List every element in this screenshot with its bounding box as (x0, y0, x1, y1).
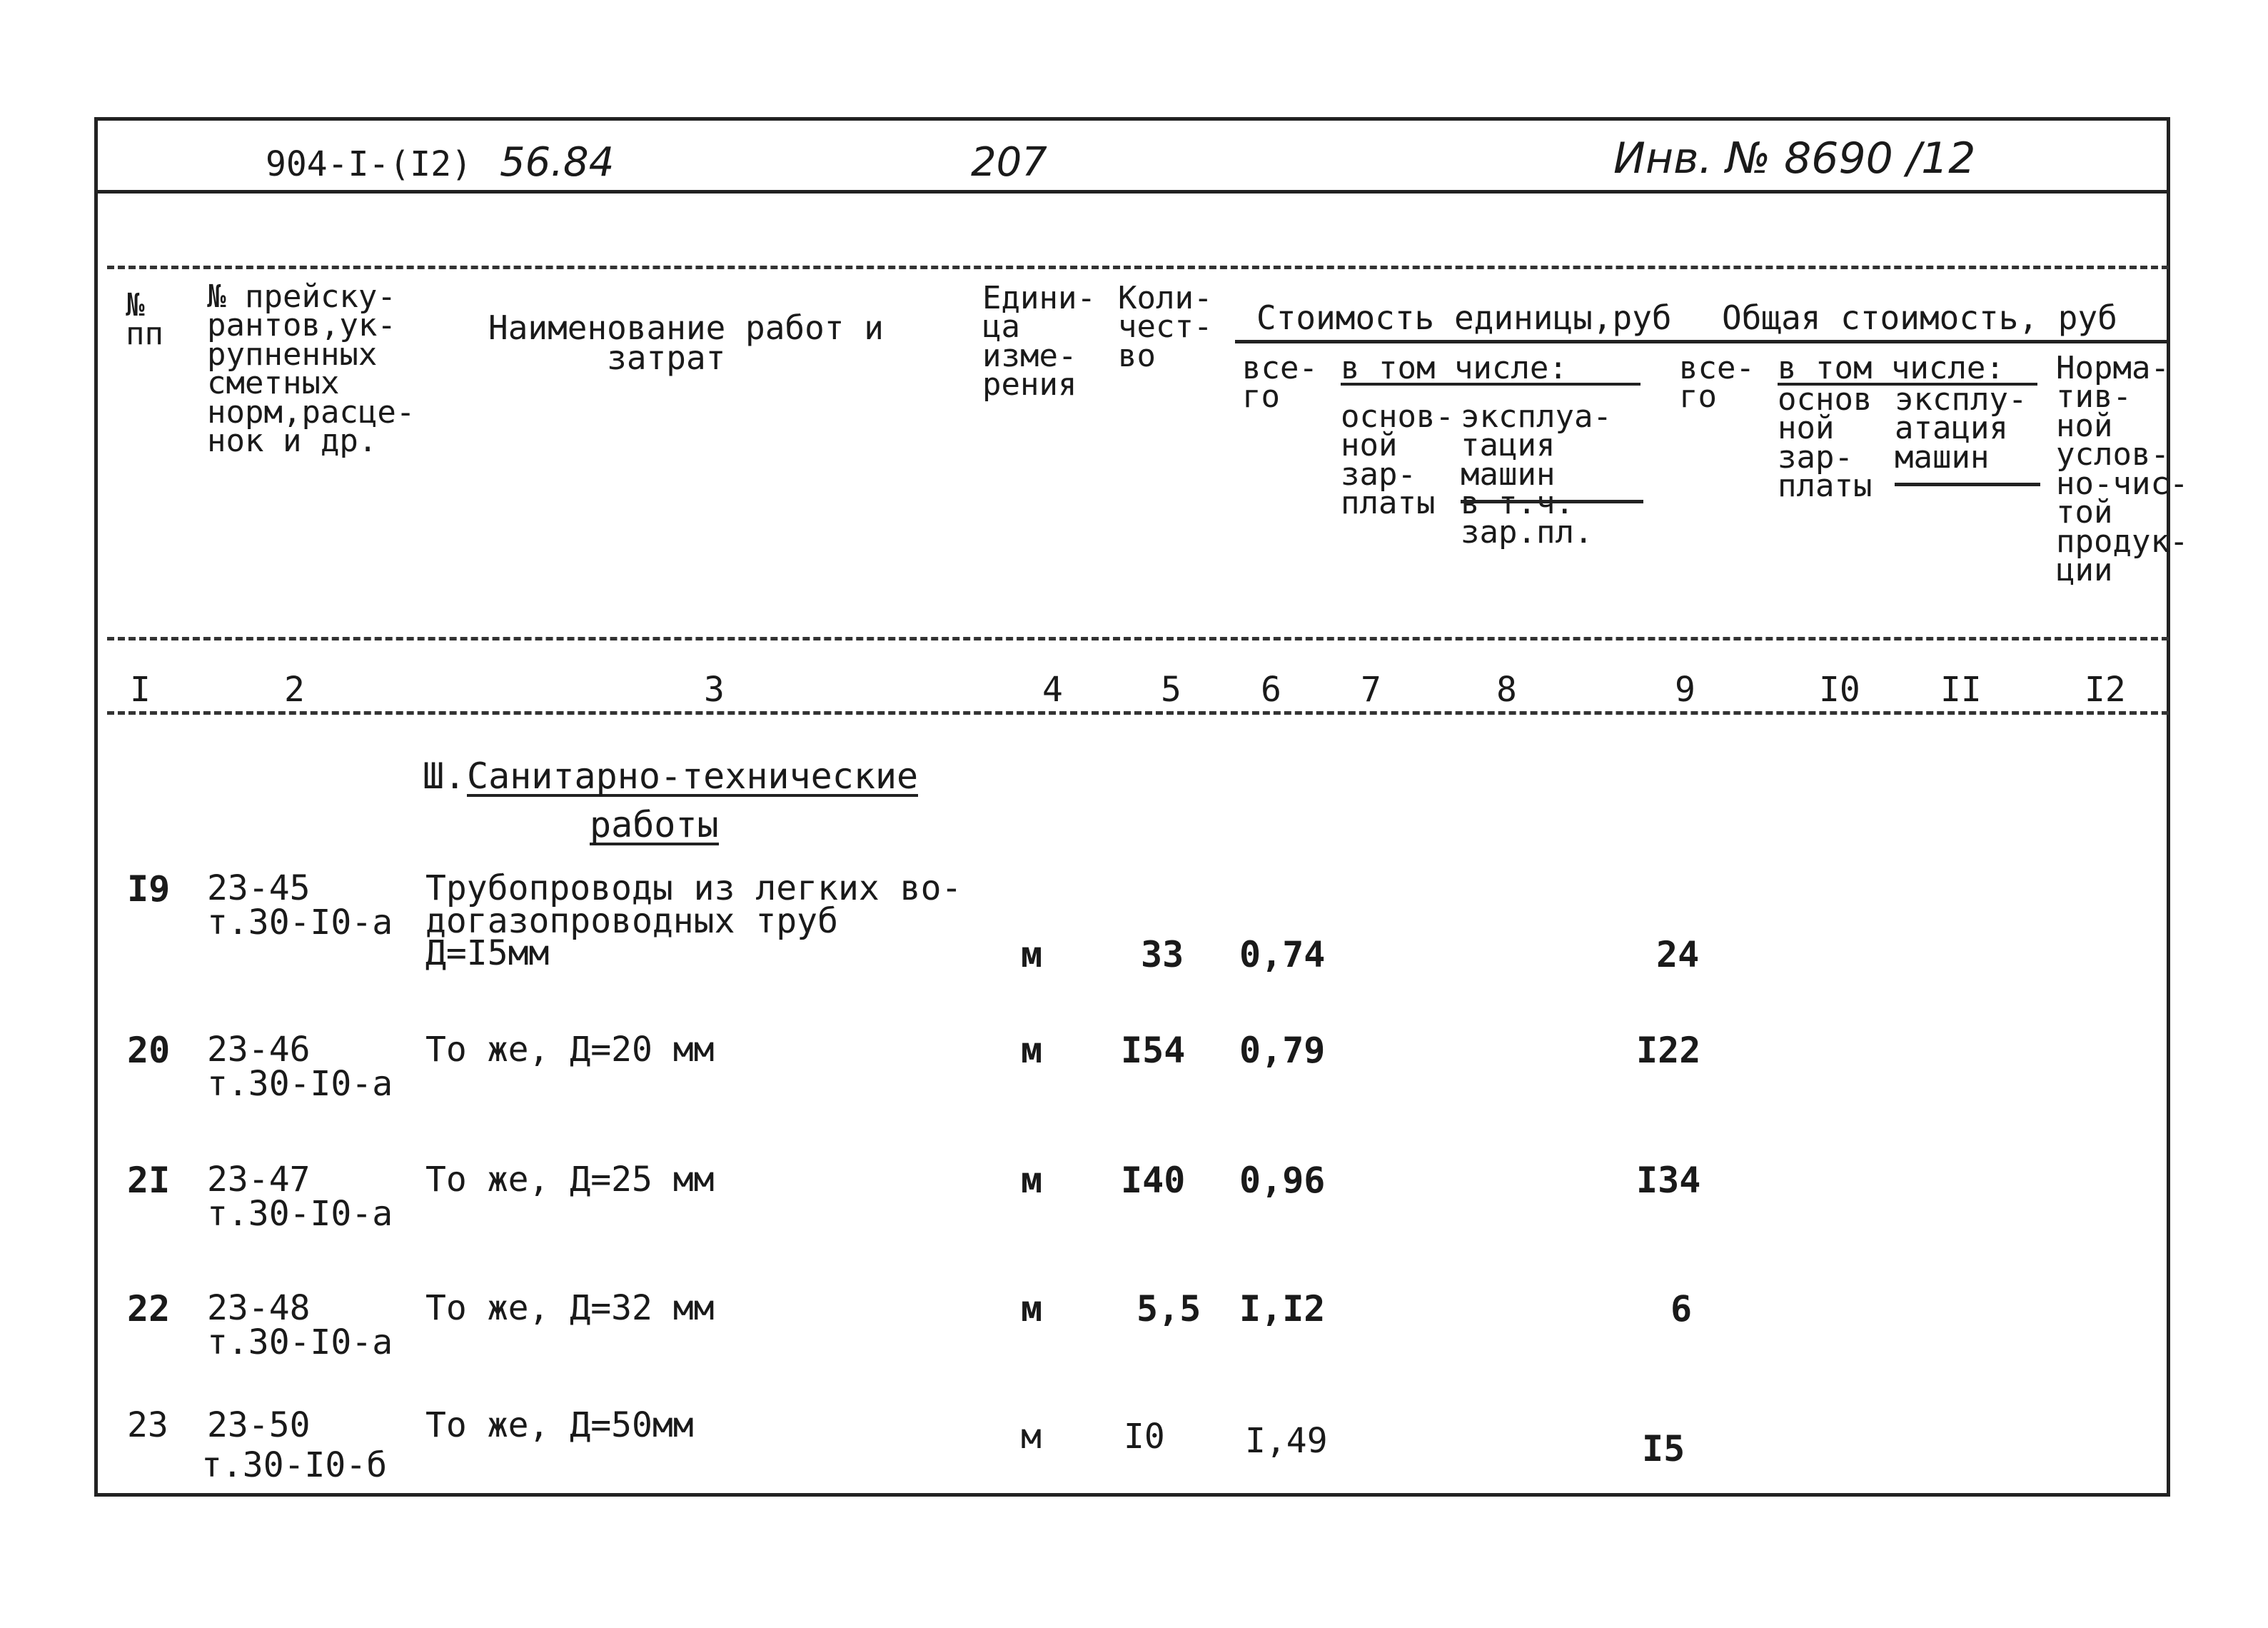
row-unit-cost: 0,74 (1239, 934, 1326, 975)
handwritten-code: 56.84 (500, 139, 615, 186)
column-number-7: 7 (1361, 670, 1381, 710)
machines-underline (1461, 500, 1643, 503)
row-unit: м (1021, 1030, 1043, 1071)
column-number-6: 6 (1261, 670, 1281, 710)
row-unit: м (1021, 1288, 1043, 1330)
page-number: 207 (971, 139, 1047, 186)
row-work-name: То же, Д=20 мм (425, 1030, 715, 1070)
row-total-cost: I34 (1636, 1160, 1701, 1201)
column-number-2: 2 (284, 670, 305, 710)
row-number: 2I (127, 1160, 171, 1201)
row-code: 23-46 (207, 1030, 311, 1070)
row-table-ref: т.30-I0-а (207, 903, 393, 943)
header-row-number: № пп (126, 287, 163, 353)
column-number-4: 4 (1042, 670, 1063, 710)
header-unit-cost-group: Стоимость единицы,руб (1256, 298, 1672, 337)
row-total-cost: 24 (1656, 934, 1700, 975)
section-title-line2: работы (590, 804, 719, 845)
row-work-name: То же, Д=32 мм (425, 1288, 715, 1328)
row-unit-cost: I,I2 (1239, 1288, 1326, 1330)
header-unit: Едини- ца изме- рения (982, 280, 1096, 403)
row-quantity: I40 (1121, 1160, 1186, 1201)
row-code: 23-45 (207, 868, 311, 908)
header-total-cost-group: Общая стоимость, руб (1722, 298, 2117, 337)
column-number-10: I0 (1819, 670, 1860, 710)
column-number-rule (107, 711, 2169, 715)
header-quantity: Коли- чест- во (1118, 280, 1213, 374)
header-price-list: № прейску- рантов,ук- рупненных сметных норм,расце- нок и др. (207, 278, 415, 460)
document-code: 904-I-(I2) (266, 144, 472, 184)
column-number-3: 3 (704, 670, 725, 710)
header-normative-production: Норма- тив- ной услов- но-чис- той продук- ции (2056, 350, 2189, 589)
header-unit-wages: основ- ной зар- платы (1341, 398, 1454, 522)
header-total-wages: основ ной зар- платы (1778, 381, 1873, 505)
row-work-name: То же, Д=50мм (425, 1405, 694, 1445)
header-unit-machines: эксплуа- тация машин в т.ч. зар.пл. (1461, 398, 1612, 551)
header-total-machines: эксплу- атация машин (1895, 381, 2027, 476)
title-divider (97, 190, 2169, 194)
row-total-cost: I5 (1642, 1428, 1685, 1469)
row-number: 23 (127, 1405, 168, 1445)
row-number: I9 (127, 868, 171, 910)
header-total-including: в том числе: (1778, 354, 2037, 386)
row-total-cost: 6 (1670, 1288, 1693, 1330)
header-top-rule (107, 266, 2169, 269)
header-bottom-rule (107, 637, 2169, 640)
row-number: 20 (127, 1030, 171, 1071)
column-number-5: 5 (1161, 670, 1181, 710)
column-number-9: 9 (1675, 670, 1695, 710)
row-work-name: То же, Д=25 мм (425, 1160, 715, 1200)
group-header-rule (1235, 340, 2169, 343)
row-work-name: Трубопроводы из легких во- догазопроводных труб Д=I5мм (425, 868, 962, 974)
row-table-ref: т.30-I0-а (207, 1064, 393, 1104)
column-number-8: 8 (1496, 670, 1517, 710)
row-total-cost: I22 (1636, 1030, 1701, 1071)
row-unit-cost: 0,79 (1239, 1030, 1326, 1071)
header-work-name: Наименование работ и затрат (488, 308, 884, 378)
row-code: 23-48 (207, 1288, 311, 1328)
row-table-ref: т.30-I0-б (201, 1445, 388, 1485)
column-number-12: I2 (2085, 670, 2126, 710)
row-unit: м (1021, 1160, 1043, 1201)
row-unit: м (1021, 1417, 1042, 1457)
row-quantity: 5,5 (1136, 1288, 1201, 1330)
row-table-ref: т.30-I0-а (207, 1322, 393, 1362)
row-quantity: I0 (1124, 1417, 1165, 1457)
row-quantity: 33 (1141, 934, 1184, 975)
column-number-11: II (1940, 670, 1982, 710)
row-table-ref: т.30-I0-а (207, 1194, 393, 1234)
row-quantity: I54 (1121, 1030, 1186, 1071)
section-title-line1: Санитарно-технические (467, 755, 919, 797)
row-code: 23-50 (207, 1405, 311, 1445)
column-number-1: I (130, 670, 151, 710)
row-number: 22 (127, 1288, 171, 1330)
row-unit-cost: 0,96 (1239, 1160, 1326, 1201)
total-machines-underline (1895, 483, 2040, 486)
header-total-all: все- го (1679, 350, 1755, 416)
row-unit-cost: I,49 (1245, 1421, 1328, 1461)
section-prefix: Ш. (423, 755, 466, 797)
inventory-number: Инв. № 8690 /12 (1613, 134, 1976, 184)
row-unit: м (1021, 934, 1043, 975)
row-code: 23-47 (207, 1160, 311, 1200)
header-unit-including: в том числе: (1341, 354, 1640, 386)
header-unit-all: все- го (1242, 350, 1318, 416)
